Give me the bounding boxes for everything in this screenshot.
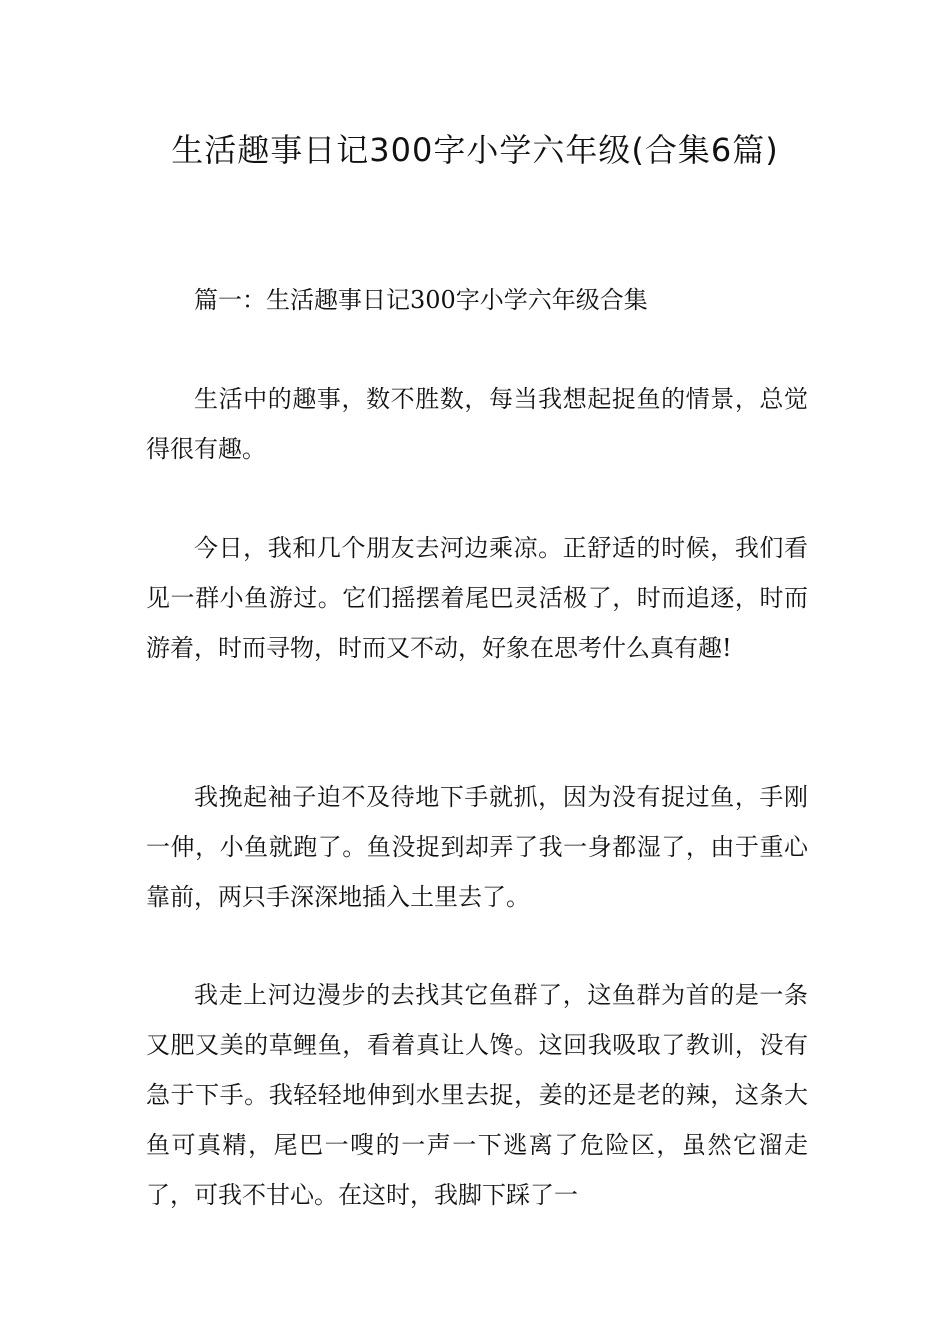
paragraph-1: 生活中的趣事，数不胜数，每当我想起捉鱼的情景，总觉得很有趣。	[146, 385, 808, 463]
paragraph-4: 我走上河边漫步的去找其它鱼群了，这鱼群为首的是一条又肥又美的草鲤鱼，看着真让人馋。这回我吸取了教训，没有急于下手。我轻轻地伸到水里去捉，姜的还是老的辣，这条大鱼可真精，尾巴一嗖的一声一下逃离了危险区，虽然它溜走了，可我不甘心。在这时，我脚下踩了一	[146, 981, 808, 1209]
section-heading: 篇一：生活趣事日记300字小学六年级合集	[194, 286, 648, 314]
paragraph-2: 今日，我和几个朋友去河边乘凉。正舒适的时候，我们看见一群小鱼游过。它们摇摆着尾巴灵活极了，时而追逐，时而游着，时而寻物，时而又不动，好象在思考什么真有趣!	[146, 534, 808, 662]
paragraph-3: 我挽起袖子迫不及待地下手就抓，因为没有捉过鱼，手刚一伸，小鱼就跑了。鱼没捉到却弄了我一身都湿了，由于重心靠前，两只手深深地插入土里去了。	[146, 783, 808, 911]
document-title: 生活趣事日记300字小学六年级(合集6篇)	[171, 131, 779, 169]
